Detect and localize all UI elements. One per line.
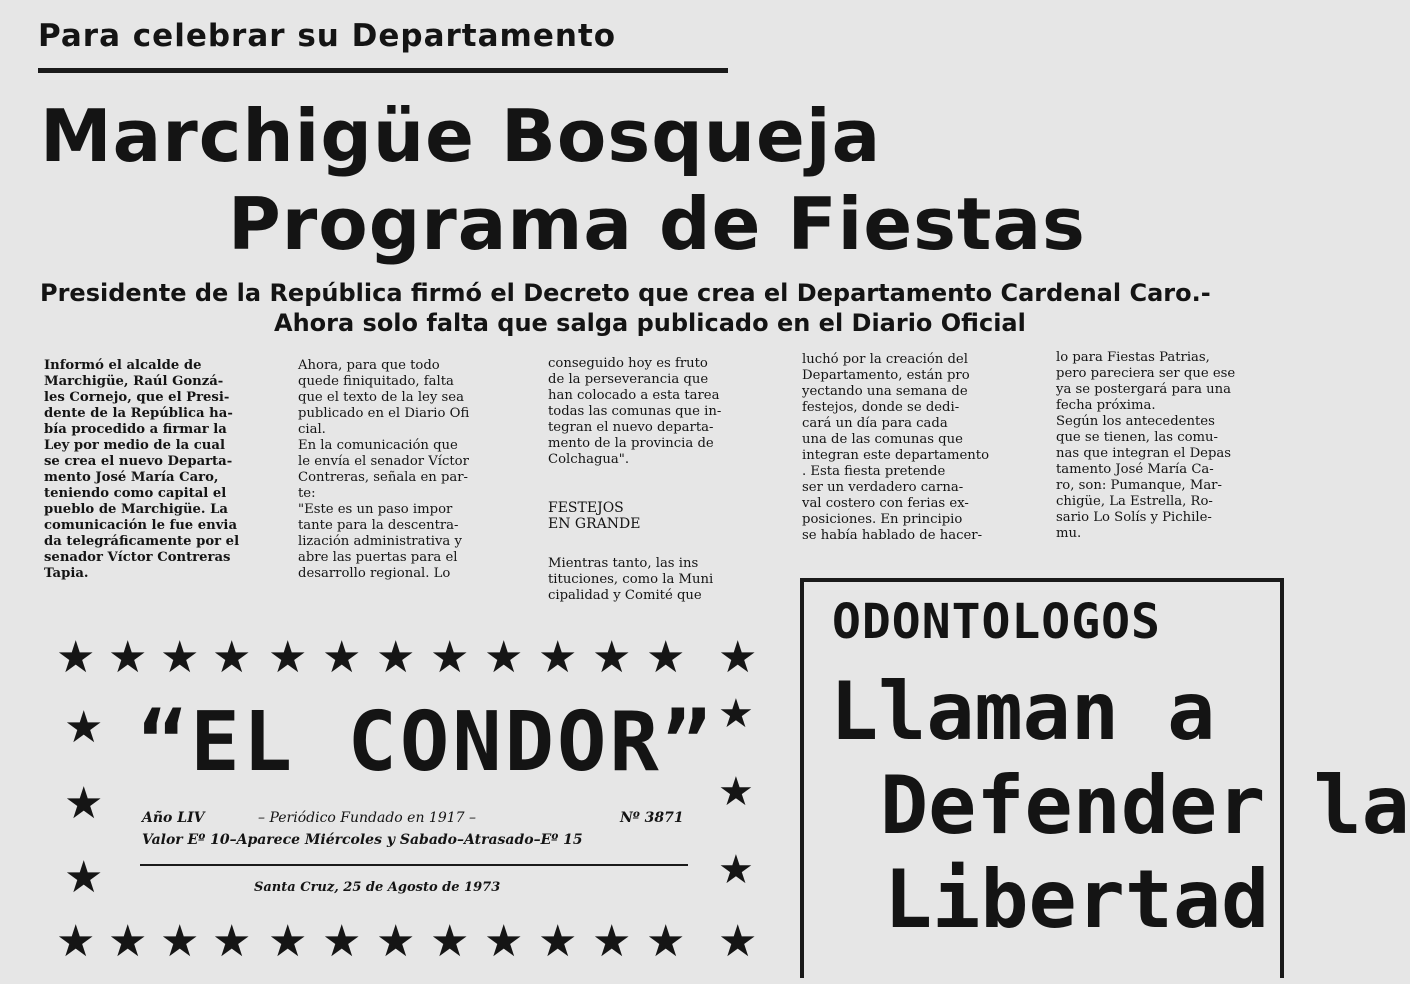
- ad-line-1: ODONTOLOGOS: [832, 594, 1161, 650]
- star-icon: ★: [64, 702, 104, 753]
- star-icon: ★: [538, 916, 578, 967]
- star-icon: ★: [322, 632, 362, 683]
- star-icon: ★: [592, 916, 632, 967]
- article-column-2: Ahora, para que todo quede finiquitado, falta que el texto de la ley sea publicado en el Diario Ofi cial. En la comunicación que le envía el senador Víctor Contreras, señala en par- te: "Este es un paso impor tante para la descentra- lización administrativa y abre las puertas para el desarrollo regional. Lo: [298, 358, 470, 581]
- article-subhead-line-1: FESTEJOS: [548, 500, 624, 516]
- star-icon: ★: [108, 632, 148, 683]
- star-icon: ★: [718, 691, 754, 737]
- star-icon: ★: [718, 916, 758, 967]
- star-icon: ★: [212, 916, 252, 967]
- article-column-5: lo para Fiestas Patrias, pero pareciera ser que ese ya se postergará para una fecha próxima. Según los antecedentes que se tienen, las comu- nas que integran el Depas tamento José María Ca- ro, son: Pumanque, Mar- chigüe, La Estrella, Ro- sario Lo Solís y Pichile- mu.: [1056, 350, 1236, 541]
- star-icon: ★: [430, 916, 470, 967]
- article-column-4: luchó por la creación del Departamento, están pro yectando una semana de festejos, donde se dedi- cará un día para cada una de las comunas que integran este departamento . Esta fiesta pretende ser un verdadero carna- val costero con ferias ex- posiciones. En principio se había hablado de hacer-: [802, 352, 990, 543]
- star-icon: ★: [376, 632, 416, 683]
- article-column-3: conseguido hoy es fruto de la perseverancia que han colocado a esta tarea todas las comunas que in- tegran el nuevo departa- mento de la provincia de Colchagua".: [548, 356, 722, 467]
- ad-line-3: Defender la: [880, 759, 1410, 852]
- star-icon: ★: [718, 847, 754, 893]
- star-icon: ★: [322, 916, 362, 967]
- star-icon: ★: [64, 778, 104, 829]
- masthead-title: “EL CONDOR”: [138, 695, 715, 790]
- star-icon: ★: [108, 916, 148, 967]
- masthead-founded: – Periódico Fundado en 1917 –: [258, 810, 477, 826]
- star-icon: ★: [430, 632, 470, 683]
- star-icon: ★: [646, 916, 686, 967]
- masthead-dateline: Santa Cruz, 25 de Agosto de 1973: [254, 880, 501, 895]
- ad-line-2: Llaman a: [830, 665, 1216, 758]
- star-icon: ★: [718, 769, 754, 815]
- headline-line-2: Programa de Fiestas: [228, 182, 1086, 266]
- star-icon: ★: [646, 632, 686, 683]
- masthead-star-border: [56, 632, 776, 976]
- star-icon: ★: [268, 632, 308, 683]
- masthead-rule: [140, 864, 688, 866]
- star-icon: ★: [56, 916, 96, 967]
- article-subhead-line-2: EN GRANDE: [548, 516, 641, 532]
- article-column-1: Informó el alcalde de Marchigüe, Raúl Gonzá- les Cornejo, que el Presi- dente de la República ha- bía procedido a firmar la Ley por medio de la cual se crea el nuevo Departa- mento José María Caro, teniendo como capital el pueblo de Marchigüe. La comunicación le fue envia da telegráficamente por el senador Víctor Contreras Tapia.: [44, 358, 240, 581]
- ad-line-4: Libertad: [884, 853, 1270, 946]
- star-icon: ★: [592, 632, 632, 683]
- star-icon: ★: [538, 632, 578, 683]
- star-icon: ★: [484, 632, 524, 683]
- star-icon: ★: [160, 916, 200, 967]
- masthead-issue-number: Nº 3871: [620, 810, 684, 826]
- deck-line-2: Ahora solo falta que salga publicado en el Diario Oficial: [274, 309, 1026, 337]
- masthead-year: Año LIV: [142, 810, 205, 826]
- star-icon: ★: [268, 916, 308, 967]
- kicker-rule: [38, 68, 728, 73]
- star-icon: ★: [64, 852, 104, 903]
- article-column-3-continued: Mientras tanto, las ins tituciones, como la Muni cipalidad y Comité que: [548, 556, 714, 603]
- headline-line-1: Marchigüe Bosqueja: [40, 94, 882, 178]
- star-icon: ★: [718, 632, 758, 683]
- masthead-price-line: Valor Eº 10–Aparece Miércoles y Sabado–Atrasado–Eº 15: [142, 832, 583, 848]
- star-icon: ★: [56, 632, 96, 683]
- star-icon: ★: [484, 916, 524, 967]
- star-icon: ★: [160, 632, 200, 683]
- star-icon: ★: [376, 916, 416, 967]
- kicker-headline: Para celebrar su Departamento: [38, 18, 617, 54]
- deck-line-1: Presidente de la República firmó el Decreto que crea el Departamento Cardenal Caro.-: [40, 279, 1211, 307]
- star-icon: ★: [212, 632, 252, 683]
